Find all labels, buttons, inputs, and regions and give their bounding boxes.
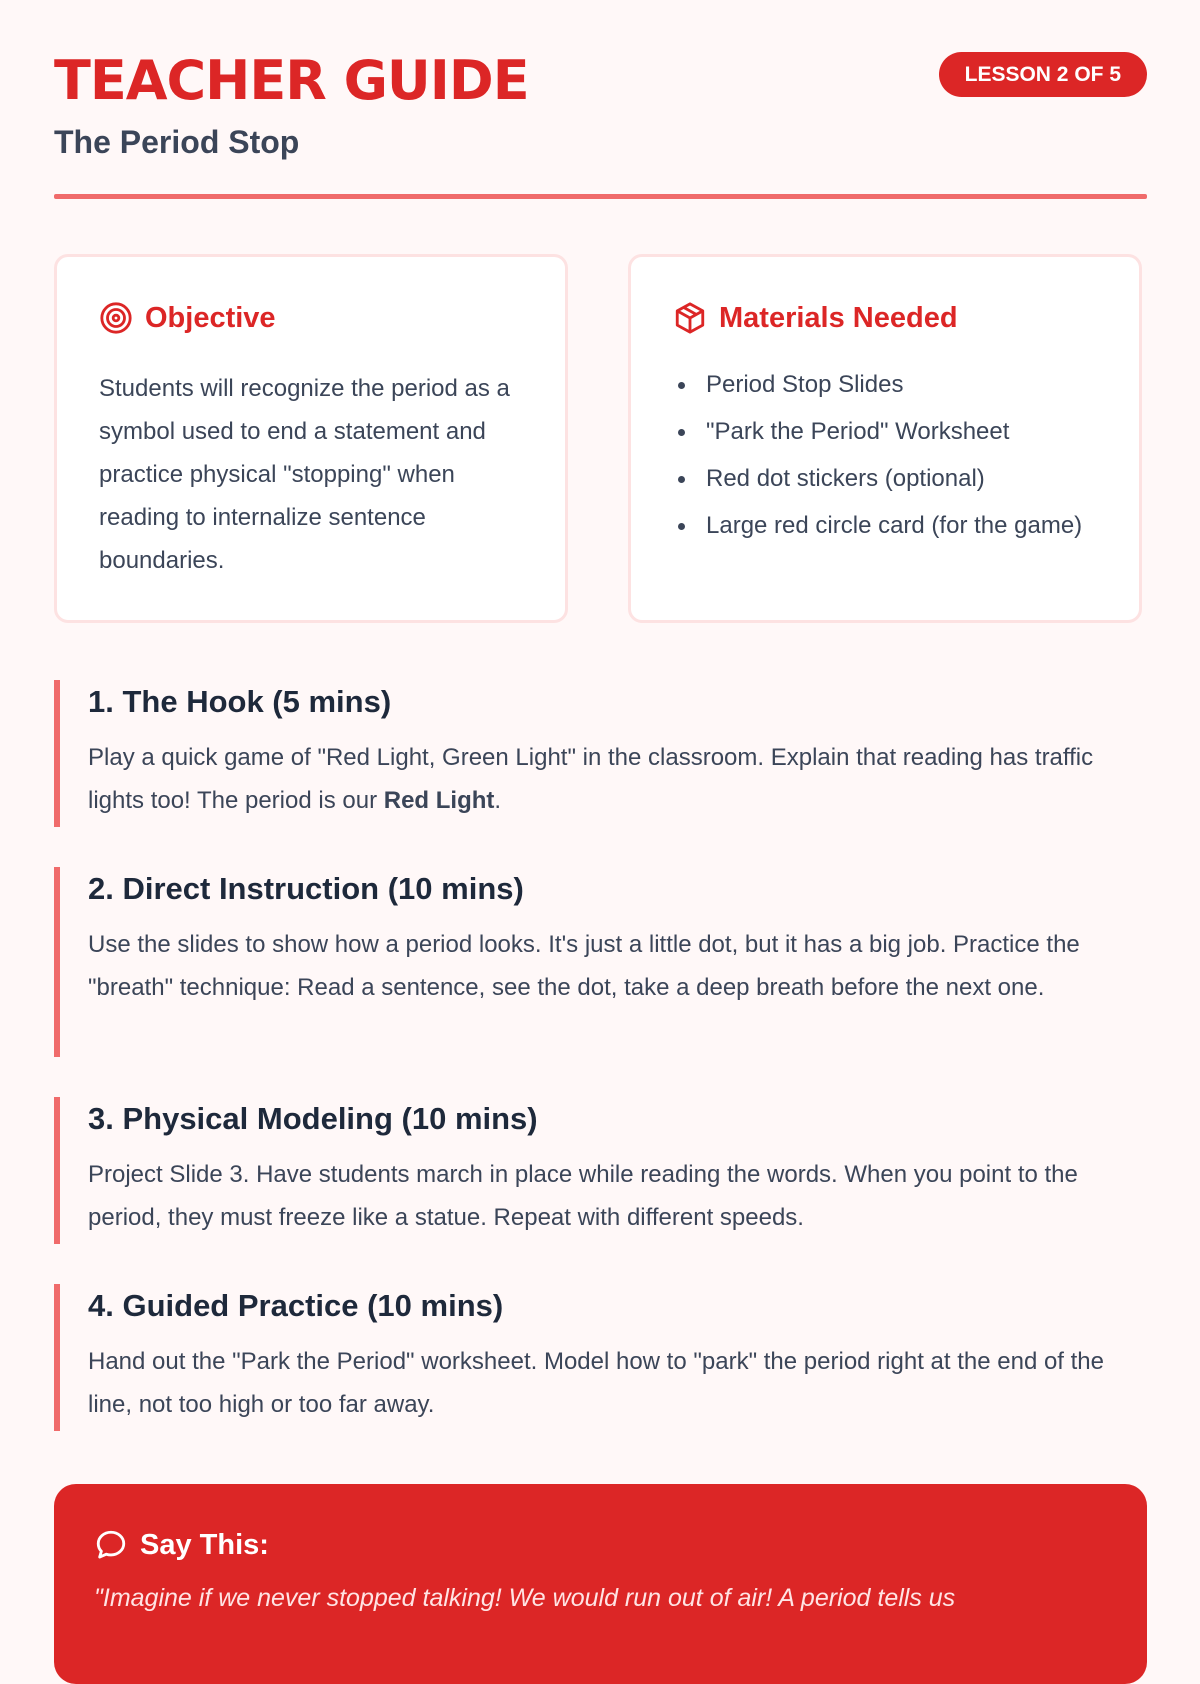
objective-header [99,301,276,335]
step-title: 2. Direct Instruction (10 mins) [88,871,524,906]
info-cards [54,254,1147,626]
say-this-quote: "Imagine if we never stopped talking! We would run out of air! A period tells us [94,1584,956,1612]
header-divider [54,194,1147,199]
say-this-title: Say This: [140,1528,269,1561]
step-text-part: . [494,787,502,814]
step-text: Project Slide 3. Have students march in place while reading the words. When you point to the period, they must freeze like a statue. Repeat with different speeds. [88,1161,1078,1231]
lesson-page [54,0,1147,1612]
materials-title: Materials Needed [719,301,958,334]
materials-list [673,365,1093,553]
objective-text: Students will recognize the period as a symbol used to end a statement and practice physical "stopping" when reading to internalize sentence boundaries. [99,375,510,574]
target-icon [99,301,133,335]
objective-card [54,254,568,623]
page-title: TEACHER GUIDE [54,49,529,112]
materials-card [628,254,1142,623]
say-this-header [94,1528,269,1562]
step-text-emphasis: Red Light [383,787,495,814]
say-this-box [54,1484,1147,1684]
step-title: 1. The Hook (5 mins) [88,684,392,719]
lesson-progress-badge: LESSON 2 OF 5 [939,52,1147,97]
step-hook [54,680,1147,827]
list-item: Large red circle card (for the game) [673,506,1093,546]
step-text-part: Play a quick game of "Red Light, Green Light" in the classroom. Explain that reading has traffic lights too! The period is our [88,744,1094,814]
step-physical-modeling [54,1097,1147,1244]
speech-bubble-icon [94,1528,128,1562]
step-title: 3. Physical Modeling (10 mins) [88,1101,538,1136]
step-title: 4. Guided Practice (10 mins) [88,1288,504,1323]
objective-title: Objective [145,301,276,334]
step-direct-instruction [54,867,1147,1057]
page-header [54,0,1147,200]
list-item: Period Stop Slides [673,365,1093,405]
step-guided-practice [54,1284,1147,1431]
list-item: "Park the Period" Worksheet [673,412,1093,452]
lesson-subtitle: The Period Stop [54,124,300,160]
step-text: Hand out the "Park the Period" worksheet. Model how to "park" the period right at the end of the line, not too high or too far away. [88,1348,1105,1418]
step-text [88,736,1147,822]
list-item: Red dot stickers (optional) [673,459,1093,499]
materials-header [673,301,958,335]
step-text: Use the slides to show how a period looks. It's just a little dot, but it has a big job. Practice the "breath" technique: Read a sentence, see the dot, take a deep breath before the next one. [88,931,1080,1001]
box-icon [673,301,707,335]
